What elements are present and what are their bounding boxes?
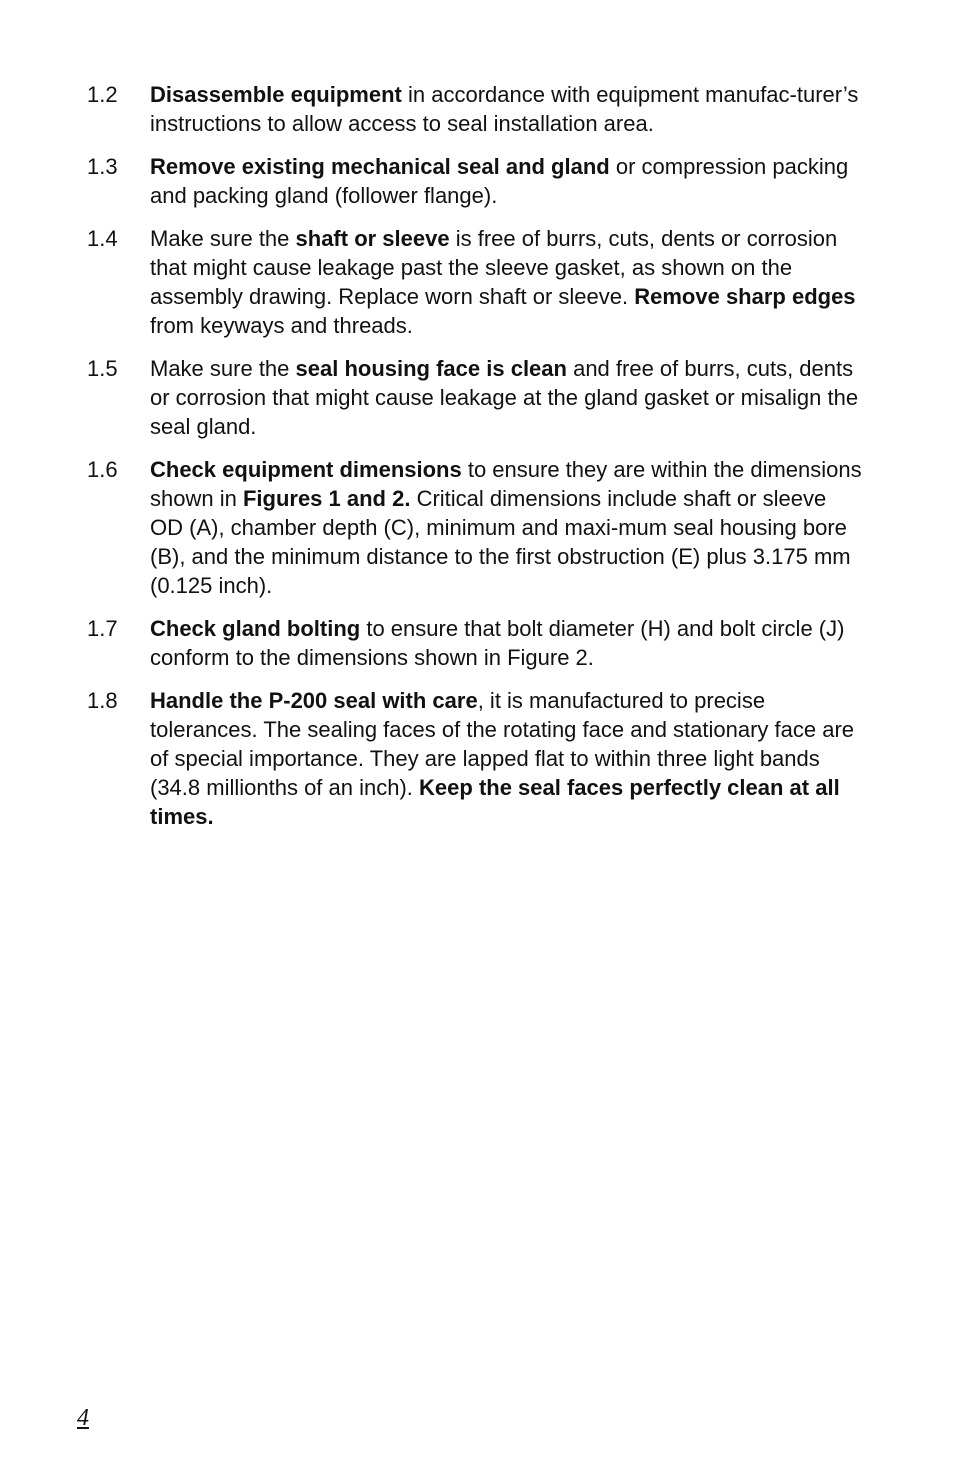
item-text-bold: Handle the P-200 seal with care <box>150 688 478 713</box>
item-text-bold: Remove sharp edges <box>634 284 856 309</box>
item-text-regular: Make sure the <box>150 226 296 251</box>
item-text <box>150 614 862 672</box>
item-text-bold: Remove existing mechanical seal and gland <box>150 154 610 179</box>
item-text-regular: to ensure that bolt diameter (H) and bolt circle (J) conform to the dimensions shown in Figure 2. <box>150 616 845 670</box>
item-text <box>150 224 862 340</box>
item-text-bold: shaft or sleeve <box>295 226 450 251</box>
item-text-bold: Keep the seal faces perfectly clean at all times. <box>150 775 840 829</box>
item-text-regular: from keyways and threads. <box>150 313 413 338</box>
item-number: 1.6 <box>87 457 118 482</box>
item-text-regular: to ensure they are within the dimensions shown in <box>150 457 862 511</box>
item-text-regular: Critical dimensions include shaft or sleeve OD (A), chamber depth (C), minimum and maxi-mum seal housing bore (B), and the minimum distance to the first obstruction (E) plus 3.175 mm (0.125 inch). <box>150 486 851 598</box>
item-number: 1.8 <box>87 688 118 713</box>
item-number: 1.5 <box>87 356 118 381</box>
item-text <box>150 152 862 210</box>
item-text-bold: Disassemble equipment <box>150 82 402 107</box>
item-text-regular: , it is manufactured to precise tolerances. The sealing faces of the rotating face and stationary face are of special importance. They are lapped flat to within three light bands (34.8 millionths of an inch). <box>150 688 855 800</box>
list-item <box>0 455 954 600</box>
item-number: 1.7 <box>87 616 118 641</box>
item-number: 1.4 <box>87 226 118 251</box>
item-text-regular: is free of burrs, cuts, dents or corrosion that might cause leakage past the sleeve gasket, as shown on the assembly drawing. Replace worn shaft or sleeve. <box>150 226 838 309</box>
item-text <box>150 354 862 441</box>
item-text-regular: and free of burrs, cuts, dents or corrosion that might cause leakage at the gland gasket or misalign the seal gland. <box>150 356 859 439</box>
list-item <box>0 224 954 340</box>
list-item <box>0 354 954 441</box>
item-text <box>150 80 862 138</box>
item-text <box>150 455 862 600</box>
item-text-regular: or compression packing and packing gland (follower flange). <box>150 154 849 208</box>
item-text-regular: in accordance with equipment manufac-turer’s instructions to allow access to seal installation area. <box>150 82 859 136</box>
list-item <box>0 686 954 831</box>
item-text-bold: Check equipment dimensions <box>150 457 462 482</box>
list-item <box>0 80 954 138</box>
page-number: 4 <box>77 1405 89 1431</box>
list-item <box>0 614 954 672</box>
list-item <box>0 152 954 210</box>
item-number: 1.2 <box>87 82 118 107</box>
item-text-bold: Check gland bolting <box>150 616 361 641</box>
item-text <box>150 686 862 831</box>
item-number: 1.3 <box>87 154 118 179</box>
instruction-list <box>0 80 954 845</box>
item-text-regular: Make sure the <box>150 356 296 381</box>
item-text-bold: Figures 1 and 2. <box>242 486 411 511</box>
item-text-bold: seal housing face is clean <box>295 356 567 381</box>
